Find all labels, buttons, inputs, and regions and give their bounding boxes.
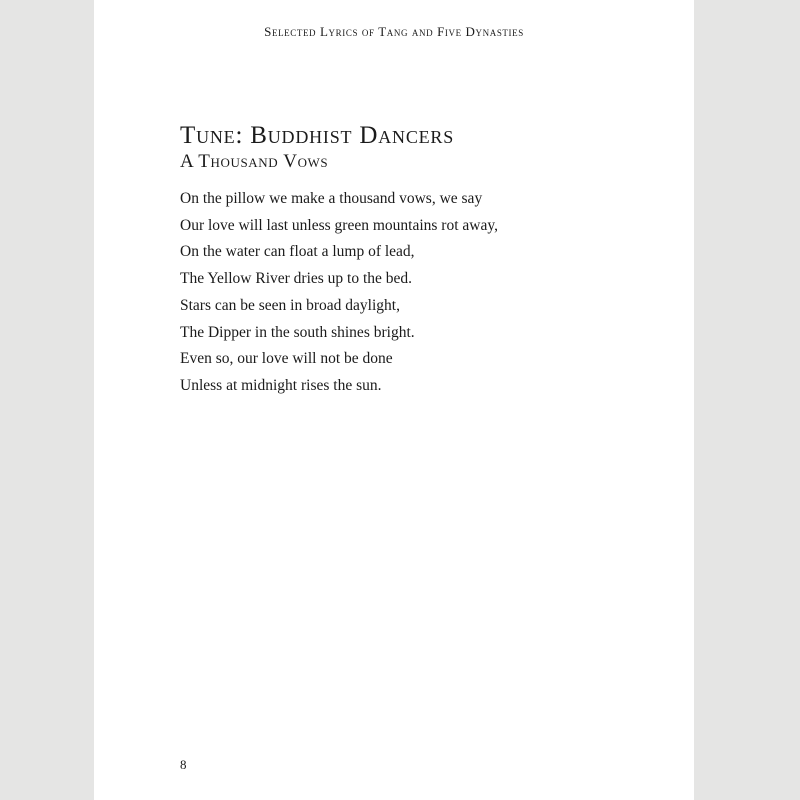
poem-line: The Dipper in the south shines bright.	[180, 323, 415, 341]
stanza-1	[180, 186, 498, 292]
poem-line: On the water can float a lump of lead,	[180, 243, 415, 260]
poem-line: Our love will last unless green mountains rot away,	[180, 216, 498, 234]
page-number: 8	[180, 757, 187, 772]
poem-line: On the pillow we make a thousand vows, we say	[180, 190, 483, 207]
book-page	[94, 0, 694, 800]
running-head: Selected Lyrics of Tang and Five Dynasties	[264, 24, 524, 39]
poem-line: Stars can be seen in broad daylight,	[180, 297, 400, 314]
poem-line: The Yellow River dries up to the bed.	[180, 269, 413, 287]
poem-line: Even so, our love will not be done	[180, 350, 393, 367]
stanza-2	[180, 293, 415, 399]
tune-title: Tune: Buddhist Dancers	[180, 122, 455, 149]
poem-subtitle: A Thousand Vows	[180, 151, 329, 172]
poem-line: Unless at midnight rises the sun.	[180, 376, 382, 394]
